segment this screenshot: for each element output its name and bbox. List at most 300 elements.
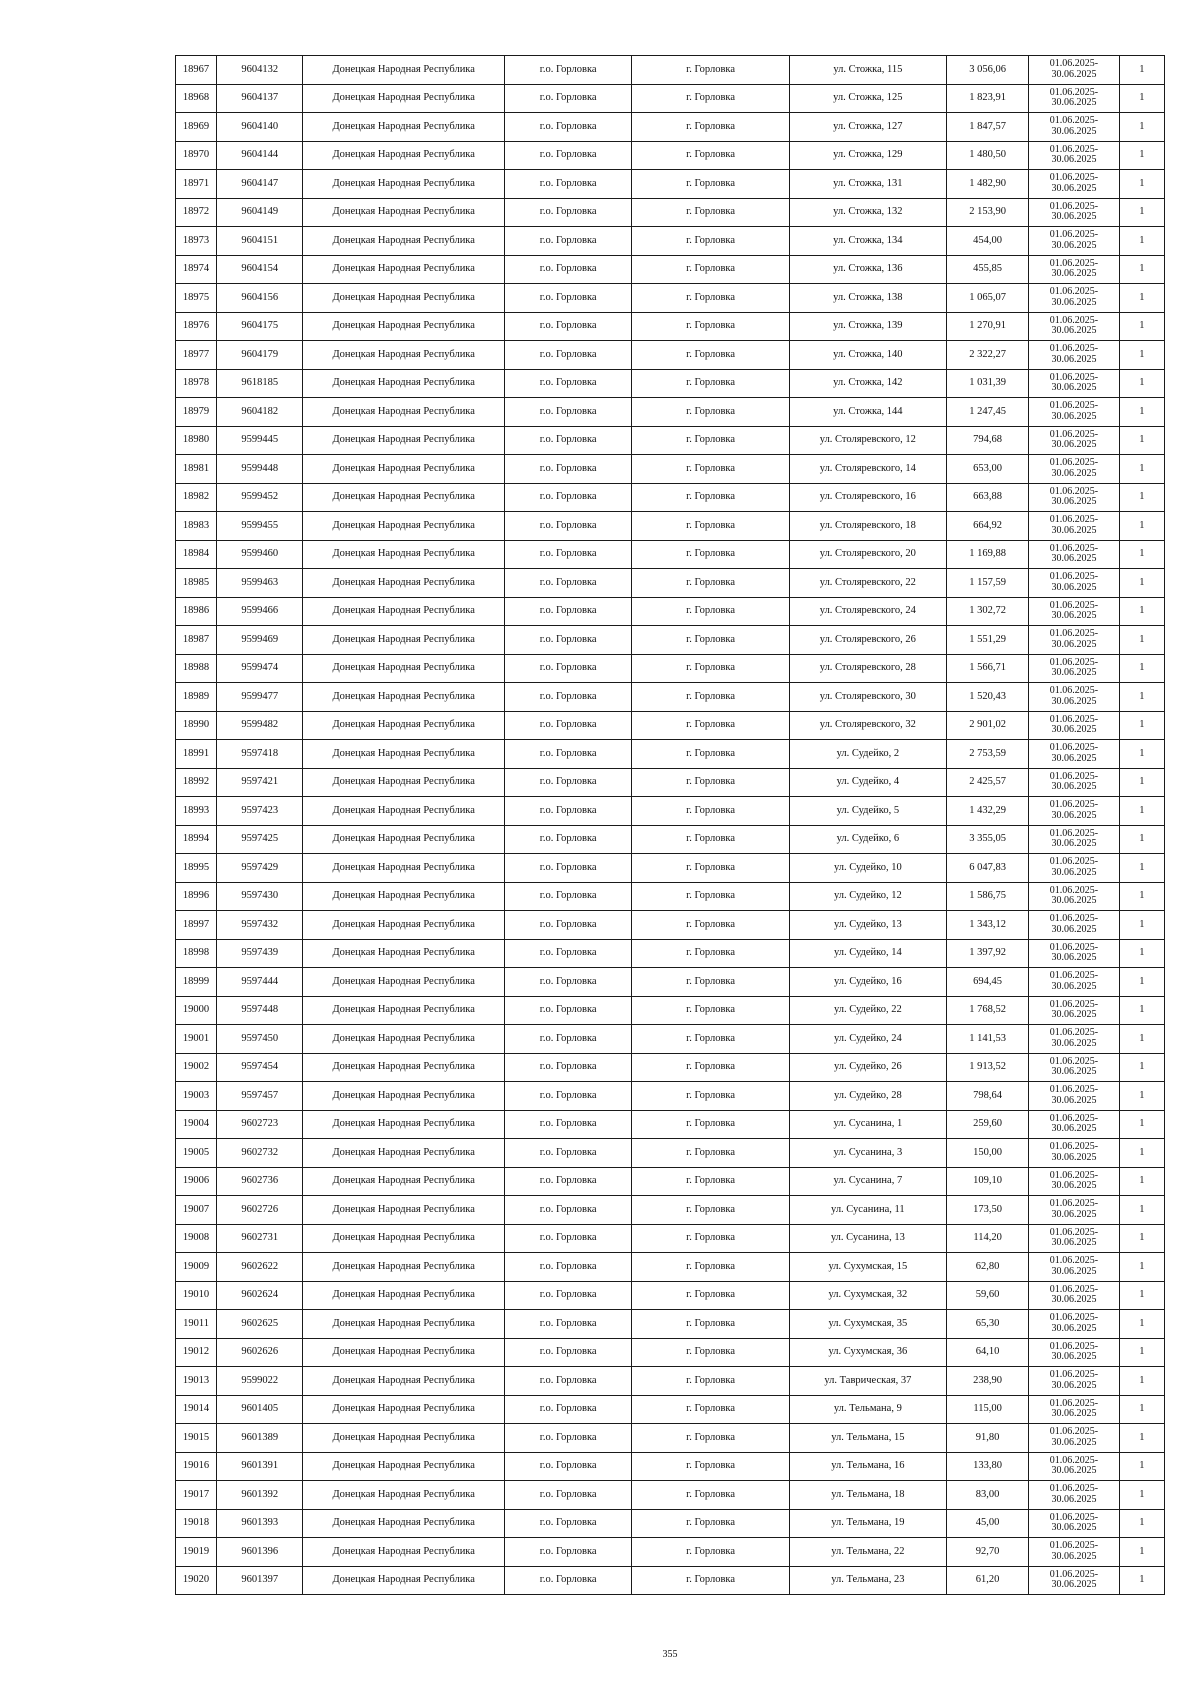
row-number-cell: 18986 <box>176 597 217 626</box>
table-row <box>176 1424 1165 1453</box>
amount-cell: 694,45 <box>946 968 1028 997</box>
region-cell: Донецкая Народная Республика <box>303 56 505 85</box>
object-id-cell: 9601397 <box>217 1566 303 1595</box>
district-cell: г.о. Горловка <box>504 1224 631 1253</box>
quantity-cell: 1 <box>1119 768 1164 797</box>
row-number-cell: 19000 <box>176 996 217 1025</box>
period-end: 30.06.2025 <box>1051 1579 1097 1591</box>
object-id-cell: 9597439 <box>217 939 303 968</box>
period-cell <box>1029 1025 1119 1054</box>
amount-cell: 794,68 <box>946 426 1028 455</box>
period-cell <box>1029 426 1119 455</box>
quantity-cell: 1 <box>1119 996 1164 1025</box>
quantity-cell: 1 <box>1119 198 1164 227</box>
district-cell: г.о. Горловка <box>504 1566 631 1595</box>
city-cell: г. Горловка <box>632 1509 789 1538</box>
period-cell <box>1029 597 1119 626</box>
period-cell <box>1029 626 1119 655</box>
region-cell: Донецкая Народная Республика <box>303 654 505 683</box>
row-number-cell: 18985 <box>176 569 217 598</box>
period-end: 30.06.2025 <box>1051 923 1097 935</box>
object-id-cell: 9604154 <box>217 255 303 284</box>
region-cell: Донецкая Народная Республика <box>303 341 505 370</box>
period-start: 01.06.2025- <box>1049 970 1099 982</box>
period-end: 30.06.2025 <box>1051 581 1097 593</box>
row-number-cell: 18973 <box>176 227 217 256</box>
quantity-cell: 1 <box>1119 597 1164 626</box>
city-cell: г. Горловка <box>632 911 789 940</box>
period-cell <box>1029 170 1119 199</box>
address-cell: ул. Тельмана, 16 <box>789 1452 946 1481</box>
table-row <box>176 1224 1165 1253</box>
address-cell: ул. Тельмана, 15 <box>789 1424 946 1453</box>
period-cell <box>1029 882 1119 911</box>
period-end: 30.06.2025 <box>1051 724 1097 736</box>
district-cell: г.о. Горловка <box>504 1082 631 1111</box>
period-start: 01.06.2025- <box>1049 599 1099 611</box>
district-cell: г.о. Горловка <box>504 1196 631 1225</box>
quantity-cell: 1 <box>1119 1253 1164 1282</box>
address-cell: ул. Стожка, 132 <box>789 198 946 227</box>
address-cell: ул. Стожка, 115 <box>789 56 946 85</box>
amount-cell: 1 432,29 <box>946 797 1028 826</box>
quantity-cell: 1 <box>1119 1196 1164 1225</box>
address-cell: ул. Судейко, 26 <box>789 1053 946 1082</box>
quantity-cell: 1 <box>1119 1053 1164 1082</box>
object-id-cell: 9604175 <box>217 312 303 341</box>
region-cell: Донецкая Народная Республика <box>303 569 505 598</box>
region-cell: Донецкая Народная Республика <box>303 1310 505 1339</box>
period-start: 01.06.2025- <box>1049 656 1099 668</box>
quantity-cell: 1 <box>1119 1310 1164 1339</box>
city-cell: г. Горловка <box>632 1224 789 1253</box>
city-cell: г. Горловка <box>632 170 789 199</box>
amount-cell: 6 047,83 <box>946 854 1028 883</box>
amount-cell: 92,70 <box>946 1538 1028 1567</box>
amount-cell: 1 847,57 <box>946 113 1028 142</box>
amount-cell: 2 153,90 <box>946 198 1028 227</box>
address-cell: ул. Сусанина, 11 <box>789 1196 946 1225</box>
object-id-cell: 9602723 <box>217 1110 303 1139</box>
period-end: 30.06.2025 <box>1051 382 1097 394</box>
object-id-cell: 9599477 <box>217 683 303 712</box>
quantity-cell: 1 <box>1119 141 1164 170</box>
address-cell: ул. Судейко, 6 <box>789 825 946 854</box>
period-end: 30.06.2025 <box>1051 296 1097 308</box>
amount-cell: 1 586,75 <box>946 882 1028 911</box>
amount-cell: 3 355,05 <box>946 825 1028 854</box>
district-cell: г.о. Горловка <box>504 198 631 227</box>
district-cell: г.о. Горловка <box>504 797 631 826</box>
period-cell <box>1029 227 1119 256</box>
period-end: 30.06.2025 <box>1051 1379 1097 1391</box>
district-cell: г.о. Горловка <box>504 1281 631 1310</box>
object-id-cell: 9599482 <box>217 711 303 740</box>
period-start: 01.06.2025- <box>1049 143 1099 155</box>
address-cell: ул. Сусанина, 3 <box>789 1139 946 1168</box>
region-cell: Донецкая Народная Республика <box>303 1025 505 1054</box>
city-cell: г. Горловка <box>632 854 789 883</box>
row-number-cell: 19001 <box>176 1025 217 1054</box>
row-number-cell: 18993 <box>176 797 217 826</box>
quantity-cell: 1 <box>1119 341 1164 370</box>
district-cell: г.о. Горловка <box>504 711 631 740</box>
period-start: 01.06.2025- <box>1049 1369 1099 1381</box>
city-cell: г. Горловка <box>632 654 789 683</box>
period-cell <box>1029 198 1119 227</box>
object-id-cell: 9601391 <box>217 1452 303 1481</box>
period-start: 01.06.2025- <box>1049 1255 1099 1267</box>
period-cell <box>1029 369 1119 398</box>
table-row <box>176 825 1165 854</box>
amount-cell: 1 913,52 <box>946 1053 1028 1082</box>
region-cell: Донецкая Народная Республика <box>303 227 505 256</box>
table-row <box>176 1053 1165 1082</box>
district-cell: г.о. Горловка <box>504 227 631 256</box>
region-cell: Донецкая Народная Республика <box>303 540 505 569</box>
object-id-cell: 9604179 <box>217 341 303 370</box>
quantity-cell: 1 <box>1119 1452 1164 1481</box>
period-start: 01.06.2025- <box>1049 884 1099 896</box>
region-cell: Донецкая Народная Республика <box>303 797 505 826</box>
address-cell: ул. Судейко, 24 <box>789 1025 946 1054</box>
table-row <box>176 483 1165 512</box>
row-number-cell: 18998 <box>176 939 217 968</box>
address-cell: ул. Тельмана, 18 <box>789 1481 946 1510</box>
quantity-cell: 1 <box>1119 1367 1164 1396</box>
object-id-cell: 9602732 <box>217 1139 303 1168</box>
region-cell: Донецкая Народная Республика <box>303 768 505 797</box>
table-row <box>176 711 1165 740</box>
region-cell: Донецкая Народная Республика <box>303 683 505 712</box>
address-cell: ул. Судейко, 22 <box>789 996 946 1025</box>
period-start: 01.06.2025- <box>1049 1312 1099 1324</box>
city-cell: г. Горловка <box>632 1110 789 1139</box>
district-cell: г.о. Горловка <box>504 56 631 85</box>
city-cell: г. Горловка <box>632 56 789 85</box>
period-cell <box>1029 284 1119 313</box>
object-id-cell: 9597454 <box>217 1053 303 1082</box>
region-cell: Донецкая Народная Республика <box>303 1367 505 1396</box>
amount-cell: 664,92 <box>946 512 1028 541</box>
period-start: 01.06.2025- <box>1049 1397 1099 1409</box>
amount-cell: 1 270,91 <box>946 312 1028 341</box>
object-id-cell: 9597432 <box>217 911 303 940</box>
period-cell <box>1029 1395 1119 1424</box>
period-start: 01.06.2025- <box>1049 58 1099 70</box>
period-start: 01.06.2025- <box>1049 1169 1099 1181</box>
period-cell <box>1029 654 1119 683</box>
quantity-cell: 1 <box>1119 882 1164 911</box>
amount-cell: 1 823,91 <box>946 84 1028 113</box>
object-id-cell: 9599448 <box>217 455 303 484</box>
amount-cell: 1 551,29 <box>946 626 1028 655</box>
city-cell: г. Горловка <box>632 341 789 370</box>
quantity-cell: 1 <box>1119 1025 1164 1054</box>
quantity-cell: 1 <box>1119 170 1164 199</box>
table-row <box>176 1110 1165 1139</box>
district-cell: г.о. Горловка <box>504 84 631 113</box>
table-row <box>176 312 1165 341</box>
address-cell: ул. Стожка, 127 <box>789 113 946 142</box>
period-end: 30.06.2025 <box>1051 1180 1097 1192</box>
period-cell <box>1029 483 1119 512</box>
period-start: 01.06.2025- <box>1049 286 1099 298</box>
table-row <box>176 882 1165 911</box>
region-cell: Донецкая Народная Республика <box>303 1424 505 1453</box>
region-cell: Донецкая Народная Республика <box>303 1196 505 1225</box>
period-end: 30.06.2025 <box>1051 211 1097 223</box>
district-cell: г.о. Горловка <box>504 569 631 598</box>
city-cell: г. Горловка <box>632 426 789 455</box>
period-end: 30.06.2025 <box>1051 667 1097 679</box>
row-number-cell: 18984 <box>176 540 217 569</box>
period-cell <box>1029 1338 1119 1367</box>
row-number-cell: 18979 <box>176 398 217 427</box>
table-row <box>176 654 1165 683</box>
period-cell <box>1029 911 1119 940</box>
city-cell: г. Горловка <box>632 398 789 427</box>
table-row <box>176 1281 1165 1310</box>
object-id-cell: 9599474 <box>217 654 303 683</box>
quantity-cell: 1 <box>1119 1139 1164 1168</box>
region-cell: Донецкая Народная Республика <box>303 626 505 655</box>
row-number-cell: 19013 <box>176 1367 217 1396</box>
object-id-cell: 9601393 <box>217 1509 303 1538</box>
table-row <box>176 170 1165 199</box>
period-end: 30.06.2025 <box>1051 182 1097 194</box>
region-cell: Донецкая Народная Республика <box>303 740 505 769</box>
city-cell: г. Горловка <box>632 1338 789 1367</box>
amount-cell: 65,30 <box>946 1310 1028 1339</box>
period-start: 01.06.2025- <box>1049 628 1099 640</box>
amount-cell: 2 753,59 <box>946 740 1028 769</box>
address-cell: ул. Сухумская, 35 <box>789 1310 946 1339</box>
address-cell: ул. Тельмана, 19 <box>789 1509 946 1538</box>
address-cell: ул. Сусанина, 13 <box>789 1224 946 1253</box>
period-start: 01.06.2025- <box>1049 400 1099 412</box>
period-cell <box>1029 1196 1119 1225</box>
object-id-cell: 9604147 <box>217 170 303 199</box>
period-start: 01.06.2025- <box>1049 428 1099 440</box>
period-end: 30.06.2025 <box>1051 154 1097 166</box>
amount-cell: 653,00 <box>946 455 1028 484</box>
row-number-cell: 18989 <box>176 683 217 712</box>
address-cell: ул. Стожка, 138 <box>789 284 946 313</box>
period-end: 30.06.2025 <box>1051 1151 1097 1163</box>
region-cell: Донецкая Народная Республика <box>303 825 505 854</box>
amount-cell: 1 302,72 <box>946 597 1028 626</box>
address-cell: ул. Столяревского, 26 <box>789 626 946 655</box>
amount-cell: 455,85 <box>946 255 1028 284</box>
district-cell: г.о. Горловка <box>504 512 631 541</box>
quantity-cell: 1 <box>1119 1110 1164 1139</box>
period-start: 01.06.2025- <box>1049 1226 1099 1238</box>
quantity-cell: 1 <box>1119 1338 1164 1367</box>
address-cell: ул. Судейко, 12 <box>789 882 946 911</box>
address-cell: ул. Стожка, 140 <box>789 341 946 370</box>
row-number-cell: 19002 <box>176 1053 217 1082</box>
quantity-cell: 1 <box>1119 455 1164 484</box>
object-id-cell: 9597429 <box>217 854 303 883</box>
period-start: 01.06.2025- <box>1049 1340 1099 1352</box>
period-start: 01.06.2025- <box>1049 1568 1099 1580</box>
quantity-cell: 1 <box>1119 1481 1164 1510</box>
amount-cell: 1 343,12 <box>946 911 1028 940</box>
address-cell: ул. Тельмана, 22 <box>789 1538 946 1567</box>
period-end: 30.06.2025 <box>1051 1265 1097 1277</box>
row-number-cell: 18974 <box>176 255 217 284</box>
object-id-cell: 9597421 <box>217 768 303 797</box>
row-number-cell: 19018 <box>176 1509 217 1538</box>
row-number-cell: 18970 <box>176 141 217 170</box>
row-number-cell: 19017 <box>176 1481 217 1510</box>
quantity-cell: 1 <box>1119 654 1164 683</box>
city-cell: г. Горловка <box>632 768 789 797</box>
region-cell: Донецкая Народная Республика <box>303 170 505 199</box>
object-id-cell: 9597450 <box>217 1025 303 1054</box>
amount-cell: 150,00 <box>946 1139 1028 1168</box>
district-cell: г.о. Горловка <box>504 626 631 655</box>
period-end: 30.06.2025 <box>1051 1550 1097 1562</box>
row-number-cell: 18968 <box>176 84 217 113</box>
period-end: 30.06.2025 <box>1051 1037 1097 1049</box>
row-number-cell: 19012 <box>176 1338 217 1367</box>
period-cell <box>1029 1281 1119 1310</box>
region-cell: Донецкая Народная Республика <box>303 1167 505 1196</box>
district-cell: г.о. Горловка <box>504 341 631 370</box>
period-start: 01.06.2025- <box>1049 229 1099 241</box>
district-cell: г.о. Горловка <box>504 882 631 911</box>
period-cell <box>1029 1224 1119 1253</box>
period-start: 01.06.2025- <box>1049 571 1099 583</box>
object-id-cell: 9602731 <box>217 1224 303 1253</box>
address-cell: ул. Судейко, 13 <box>789 911 946 940</box>
row-number-cell: 18999 <box>176 968 217 997</box>
period-end: 30.06.2025 <box>1051 439 1097 451</box>
amount-cell: 1 247,45 <box>946 398 1028 427</box>
period-start: 01.06.2025- <box>1049 1027 1099 1039</box>
table-row <box>176 1025 1165 1054</box>
address-cell: ул. Столяревского, 28 <box>789 654 946 683</box>
period-end: 30.06.2025 <box>1051 1009 1097 1021</box>
period-end: 30.06.2025 <box>1051 553 1097 565</box>
address-cell: ул. Столяревского, 32 <box>789 711 946 740</box>
period-cell <box>1029 398 1119 427</box>
city-cell: г. Горловка <box>632 455 789 484</box>
city-cell: г. Горловка <box>632 683 789 712</box>
district-cell: г.о. Горловка <box>504 854 631 883</box>
period-end: 30.06.2025 <box>1051 1066 1097 1078</box>
period-cell <box>1029 84 1119 113</box>
period-end: 30.06.2025 <box>1051 410 1097 422</box>
object-id-cell: 9597457 <box>217 1082 303 1111</box>
page-number: 355 <box>662 1649 678 1660</box>
object-id-cell: 9599022 <box>217 1367 303 1396</box>
object-id-cell: 9597423 <box>217 797 303 826</box>
amount-cell: 64,10 <box>946 1338 1028 1367</box>
table-row <box>176 255 1165 284</box>
table-row <box>176 911 1165 940</box>
period-end: 30.06.2025 <box>1051 952 1097 964</box>
quantity-cell: 1 <box>1119 1167 1164 1196</box>
district-cell: г.о. Горловка <box>504 768 631 797</box>
table-row <box>176 1253 1165 1282</box>
region-cell: Донецкая Народная Республика <box>303 1566 505 1595</box>
period-cell <box>1029 797 1119 826</box>
period-cell <box>1029 1538 1119 1567</box>
district-cell: г.о. Горловка <box>504 654 631 683</box>
address-cell: ул. Стожка, 136 <box>789 255 946 284</box>
address-cell: ул. Сухумская, 32 <box>789 1281 946 1310</box>
amount-cell: 663,88 <box>946 483 1028 512</box>
row-number-cell: 18990 <box>176 711 217 740</box>
amount-cell: 259,60 <box>946 1110 1028 1139</box>
table-row <box>176 1452 1165 1481</box>
address-cell: ул. Стожка, 125 <box>789 84 946 113</box>
address-cell: ул. Стожка, 139 <box>789 312 946 341</box>
quantity-cell: 1 <box>1119 1424 1164 1453</box>
district-cell: г.о. Горловка <box>504 597 631 626</box>
period-cell <box>1029 1082 1119 1111</box>
district-cell: г.о. Горловка <box>504 1538 631 1567</box>
period-cell <box>1029 512 1119 541</box>
region-cell: Донецкая Народная Республика <box>303 1509 505 1538</box>
amount-cell: 114,20 <box>946 1224 1028 1253</box>
region-cell: Донецкая Народная Республика <box>303 312 505 341</box>
row-number-cell: 18980 <box>176 426 217 455</box>
address-cell: ул. Судейко, 28 <box>789 1082 946 1111</box>
city-cell: г. Горловка <box>632 512 789 541</box>
city-cell: г. Горловка <box>632 1367 789 1396</box>
address-cell: ул. Сухумская, 15 <box>789 1253 946 1282</box>
period-cell <box>1029 683 1119 712</box>
amount-cell: 1 566,71 <box>946 654 1028 683</box>
city-cell: г. Горловка <box>632 1025 789 1054</box>
period-cell <box>1029 113 1119 142</box>
period-end: 30.06.2025 <box>1051 895 1097 907</box>
quantity-cell: 1 <box>1119 569 1164 598</box>
city-cell: г. Горловка <box>632 255 789 284</box>
period-cell <box>1029 255 1119 284</box>
city-cell: г. Горловка <box>632 882 789 911</box>
table-row <box>176 341 1165 370</box>
city-cell: г. Горловка <box>632 84 789 113</box>
region-cell: Донецкая Народная Республика <box>303 711 505 740</box>
address-cell: ул. Столяревского, 12 <box>789 426 946 455</box>
period-start: 01.06.2025- <box>1049 1141 1099 1153</box>
object-id-cell: 9599445 <box>217 426 303 455</box>
period-start: 01.06.2025- <box>1049 713 1099 725</box>
region-cell: Донецкая Народная Республика <box>303 1224 505 1253</box>
period-end: 30.06.2025 <box>1051 1408 1097 1420</box>
region-cell: Донецкая Народная Республика <box>303 198 505 227</box>
district-cell: г.о. Горловка <box>504 369 631 398</box>
city-cell: г. Горловка <box>632 1196 789 1225</box>
district-cell: г.о. Горловка <box>504 1167 631 1196</box>
period-cell <box>1029 341 1119 370</box>
period-end: 30.06.2025 <box>1051 496 1097 508</box>
district-cell: г.о. Горловка <box>504 1424 631 1453</box>
table-row <box>176 1395 1165 1424</box>
row-number-cell: 19006 <box>176 1167 217 1196</box>
district-cell: г.о. Горловка <box>504 1338 631 1367</box>
table-row <box>176 683 1165 712</box>
object-id-cell: 9599463 <box>217 569 303 598</box>
period-end: 30.06.2025 <box>1051 1294 1097 1306</box>
object-id-cell: 9601389 <box>217 1424 303 1453</box>
row-number-cell: 19003 <box>176 1082 217 1111</box>
